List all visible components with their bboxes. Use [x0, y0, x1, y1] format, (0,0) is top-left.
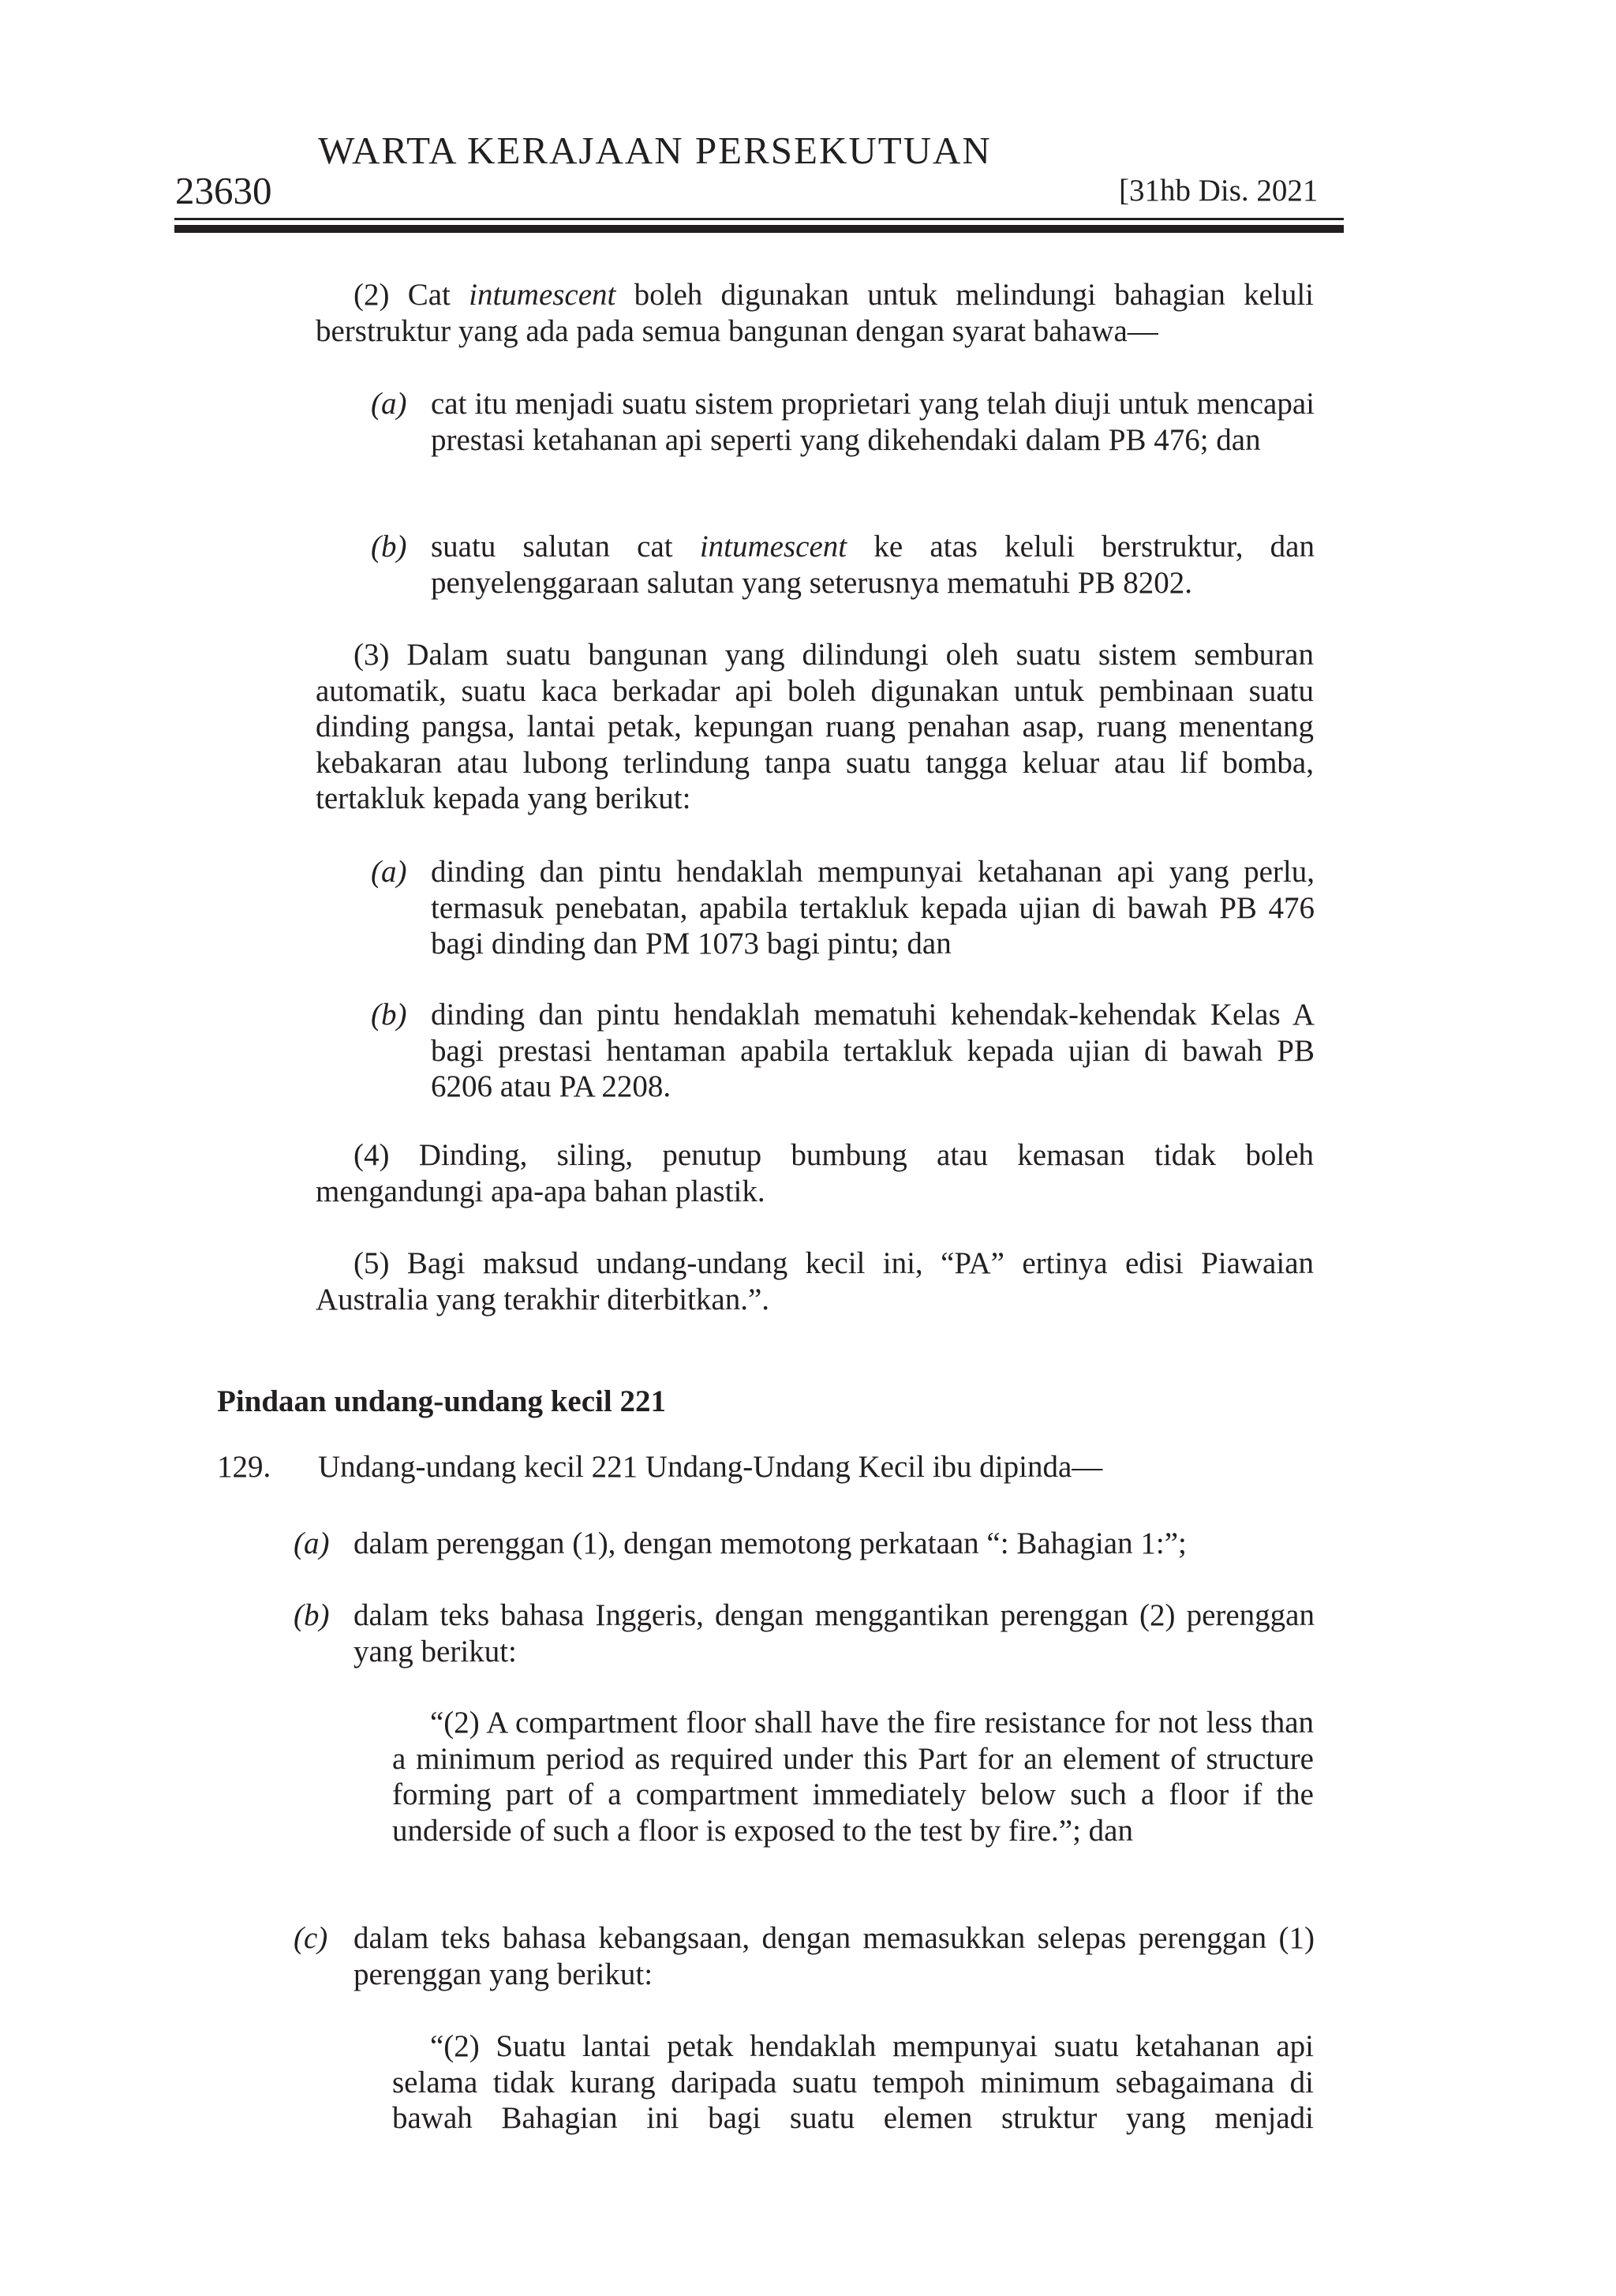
section-c-text: dalam teks bahasa kebangsaan, dengan memasukkan selepas perenggan (1) perenggan yang berikut: [354, 1921, 1315, 1991]
paragraph-3-b-label: (b) [371, 998, 407, 1032]
paragraph-2-b-text [431, 529, 1315, 601]
paragraph-3-b-text: dinding dan pintu hendaklah mematuhi kehendak-kehendak Kelas A bagi prestasi hentaman apabila tertakluk kepada ujian di bawah PB 6206 atau PA 2208. [431, 998, 1315, 1103]
paragraph-5-text: (5) Bagi maksud undang-undang kecil ini, “PA” ertinya edisi Piawaian Australia yang terakhir diterbitkan.”. [316, 1246, 1314, 1317]
paragraph-2-b-term: intumescent [699, 530, 847, 564]
paragraph-2-post: boleh digunakan untuk melindungi bahagian keluli berstruktur yang ada pada semua bangunan dengan syarat bahawa— [316, 278, 1314, 348]
paragraph-3-text: (3) Dalam suatu bangunan yang dilindungi oleh suatu sistem semburan automatik, suatu kaca berkadar api boleh digunakan untuk pembinaan suatu dinding pangsa, lantai petak, kepungan ruang penahan asap, ruang menentang kebakaran atau lubong terlindung tanpa suatu tangga keluar atau lif bomba, tertakluk kepada yang berikut: [316, 638, 1314, 815]
section-b-quote-text: “(2) A compartment floor shall have the fire resistance for not less than a minimum period as required under this Part for an element of structure forming part of a compartment immediately below such a floor if the underside of such a floor is exposed to the test by fire.”; dan [392, 1706, 1314, 1848]
section-b-text: dalam teks bahasa Inggeris, dengan menggantikan perenggan (2) perenggan yang berikut: [354, 1598, 1315, 1669]
paragraph-4-text: (4) Dinding, siling, penutup bumbung atau kemasan tidak boleh mengandungi apa-apa bahan plastik. [316, 1138, 1314, 1208]
section-number: 129. [217, 1450, 271, 1484]
paragraph-2-a-label: (a) [371, 387, 407, 421]
section-heading: Pindaan undang-undang kecil 221 [217, 1384, 666, 1418]
header-rule-thick [174, 225, 1344, 233]
gazette-title: WARTA KERAJAAN PERSEKUTUAN [318, 129, 992, 172]
page-number: 23630 [175, 169, 272, 212]
paragraph-5 [316, 1245, 1314, 1317]
paragraph-4 [316, 1137, 1314, 1209]
paragraph-2-a-text: cat itu menjadi suatu sistem proprietari yang telah diuji untuk mencapai prestasi ketahanan api seperti yang dikehendaki dalam PB 476; dan [431, 387, 1315, 457]
header-rule-thin [174, 218, 1344, 220]
section-c-label: (c) [294, 1921, 328, 1955]
section-c-quote-text: “(2) Suatu lantai petak hendaklah mempunyai suatu ketahanan api selama tidak kurang daripada suatu tempoh minimum sebagaimana di bawah Bahagian ini bagi suatu elemen struktur yang menjadi [392, 2029, 1314, 2135]
paragraph-2-b-pre: suatu salutan cat [431, 530, 700, 564]
section-c-quote [392, 2028, 1314, 2137]
paragraph-2 [316, 277, 1314, 349]
issue-date: [31hb Dis. 2021 [1119, 174, 1319, 208]
paragraph-3 [316, 637, 1314, 817]
section-a-label: (a) [294, 1526, 330, 1560]
paragraph-3-a-label: (a) [371, 855, 407, 889]
paragraph-2-b-post: ke atas keluli berstruktur, dan penyelenggaraan salutan yang seterusnya mematuhi PB 8202. [431, 530, 1315, 600]
section-intro: Undang-undang kecil 221 Undang-Undang Kecil ibu dipinda— [318, 1450, 1103, 1484]
paragraph-2-term: intumescent [469, 278, 616, 312]
paragraph-2-pre: (2) Cat [354, 278, 469, 312]
paragraph-2-b-label: (b) [371, 530, 407, 564]
section-b-quote [392, 1705, 1314, 1848]
section-b-label: (b) [294, 1598, 330, 1632]
paragraph-3-a-text: dinding dan pintu hendaklah mempunyai ketahanan api yang perlu, termasuk penebatan, apabila tertakluk kepada ujian di bawah PB 476 bagi dinding dan PM 1073 bagi pintu; dan [431, 855, 1315, 961]
section-a-text: dalam perenggan (1), dengan memotong perkataan “: Bahagian 1:”; [354, 1526, 1187, 1560]
